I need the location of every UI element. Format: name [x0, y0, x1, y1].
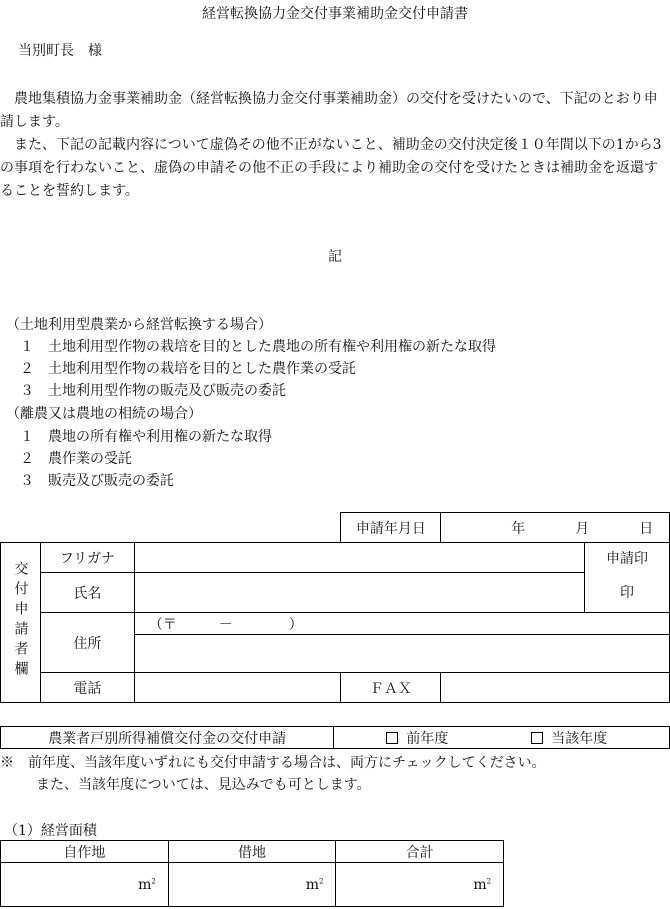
total-field[interactable] — [336, 863, 462, 907]
list-item — [20, 380, 286, 400]
note-estimate: また、当該年度については、見込みでも可とします。 — [36, 777, 371, 793]
leased-land-field[interactable] — [168, 863, 294, 907]
list-item — [20, 358, 356, 378]
fax-label: ＦＡＸ — [341, 673, 441, 703]
address-field[interactable] — [134, 635, 669, 673]
list-item — [20, 470, 174, 490]
furigana-label: フリガナ — [40, 543, 134, 573]
seal-label: 申請印 — [585, 543, 670, 573]
section-conversion-heading: （土地利用型農業から経営転換する場合） — [6, 317, 272, 333]
ki-heading: 記 — [328, 249, 342, 265]
item-number: ３ — [20, 473, 34, 489]
previous-year-label: 前年度 — [406, 730, 449, 747]
area-heading: （1）経営面積 — [4, 823, 97, 839]
applicant-side-label: 交付申請者欄 — [1, 543, 41, 703]
total-header: 合計 — [336, 841, 504, 863]
day-label: 日 — [639, 520, 654, 537]
address-label: 住所 — [40, 613, 134, 673]
item-text: 土地利用型作物の栽培を目的とした農地の所有権や利用権の新たな取得 — [48, 339, 496, 355]
item-text: 土地利用型作物の栽培を目的とした農作業の受託 — [48, 361, 356, 377]
previous-year-checkbox[interactable] — [386, 732, 398, 744]
own-land-header: 自作地 — [1, 841, 169, 863]
sqm-unit: $m^2$ — [462, 863, 504, 907]
addressee: 当別町長 様 — [18, 43, 102, 59]
document-title: 経営転換協力金交付事業補助金交付申請書 — [202, 6, 468, 22]
seal-mark: 印 — [585, 573, 670, 613]
furigana-field[interactable] — [134, 543, 584, 573]
year-label: 年 — [511, 520, 526, 537]
area-table — [0, 840, 504, 907]
pledge-paragraph: また、下記の記載内容について虚偽その他不正がないこと、補助金の交付決定後１０年間以下の1から3の事項を行わないこと、虚偽の申請その他不正の手段により補助金の交付を受けたときは補助金を返還することを誓約します。 — [0, 137, 662, 199]
item-number: ３ — [20, 383, 34, 399]
item-number: ２ — [20, 361, 34, 377]
name-field[interactable] — [134, 573, 584, 613]
list-item — [20, 336, 496, 356]
item-number: ２ — [20, 451, 34, 467]
postal-code-field[interactable]: （〒 － ） — [134, 613, 669, 635]
note-check-both: ※ 前年度、当該年度いずれにも交付申請する場合は、両方にチェックしてください。 — [0, 755, 546, 771]
section-retire-heading: （離農又は農地の相続の場合） — [6, 406, 202, 422]
month-label: 月 — [575, 520, 590, 537]
name-label: 氏名 — [40, 573, 134, 613]
item-number: １ — [20, 339, 34, 355]
fiscal-year-options — [334, 727, 670, 749]
sqm-unit: $m^2$ — [126, 863, 168, 907]
item-text: 販売及び販売の委託 — [48, 473, 174, 489]
application-paragraph: 農地集積協力金事業補助金（経営転換協力金交付事業補助金）の交付を受けたいので、下記のとおり申請します。 — [0, 91, 658, 130]
applicant-table — [0, 512, 670, 703]
application-date-field[interactable] — [441, 513, 670, 543]
compensation-label: 農業者戸別所得補償交付金の交付申請 — [1, 727, 334, 749]
own-land-field[interactable] — [1, 863, 127, 907]
phone-label: 電話 — [40, 673, 134, 703]
item-text: 農作業の受託 — [48, 451, 132, 467]
leased-land-header: 借地 — [168, 841, 336, 863]
item-text: 農地の所有権や利用権の新たな取得 — [48, 429, 272, 445]
compensation-table — [0, 726, 670, 749]
current-year-label: 当該年度 — [551, 730, 608, 747]
phone-field[interactable] — [134, 673, 341, 703]
sqm-unit: $m^2$ — [294, 863, 336, 907]
list-item — [20, 426, 272, 446]
list-item — [20, 448, 132, 468]
application-date-label: 申請年月日 — [341, 513, 441, 543]
current-year-checkbox[interactable] — [531, 732, 543, 744]
fax-field[interactable] — [441, 673, 670, 703]
item-text: 土地利用型作物の販売及び販売の委託 — [48, 383, 286, 399]
item-number: １ — [20, 429, 34, 445]
